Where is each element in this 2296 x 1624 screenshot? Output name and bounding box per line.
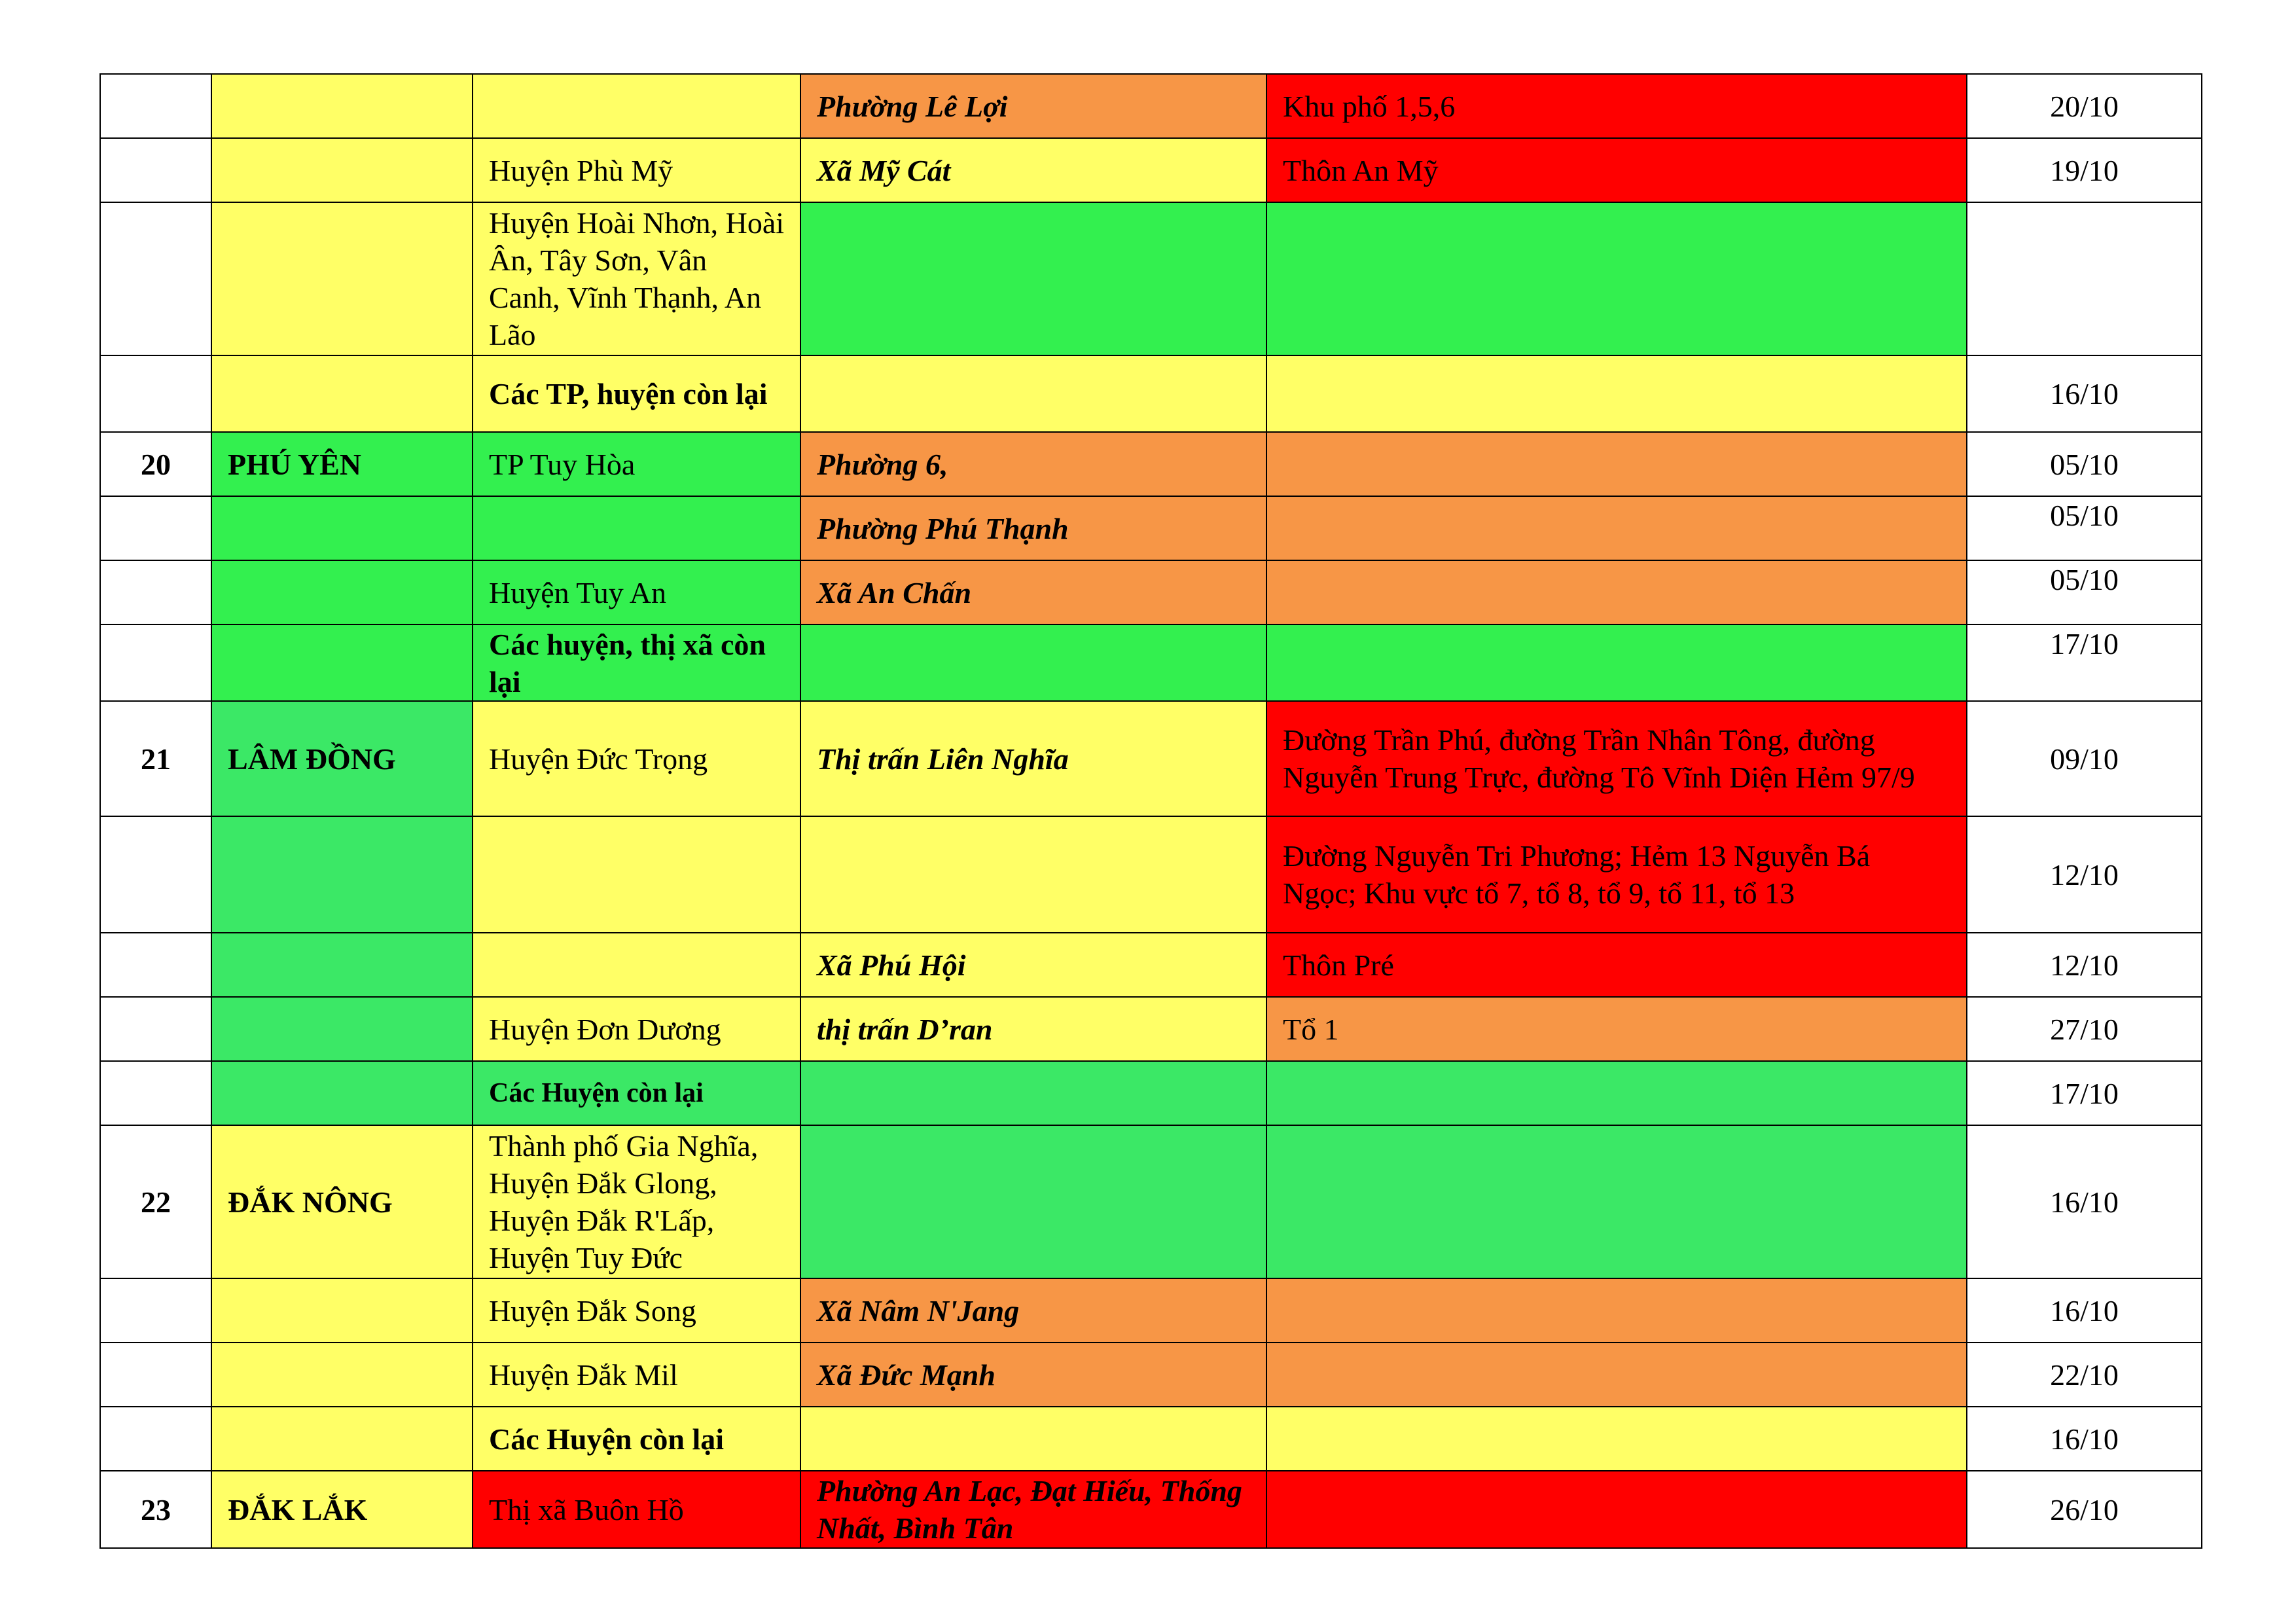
date-cell: 09/10 bbox=[1967, 701, 2202, 816]
row-number bbox=[100, 138, 211, 202]
district-cell: Huyện Đơn Dương bbox=[473, 997, 800, 1061]
date-cell: 27/10 bbox=[1967, 997, 2202, 1061]
district-cell: Huyện Đức Trọng bbox=[473, 701, 800, 816]
district-cell: Huyện Đắk Mil bbox=[473, 1343, 800, 1407]
province-cell bbox=[211, 816, 473, 933]
row-number bbox=[100, 202, 211, 355]
table-row bbox=[100, 1278, 2202, 1343]
area-cell bbox=[1266, 1407, 1967, 1471]
commune-cell: Xã An Chấn bbox=[800, 560, 1266, 624]
province-cell bbox=[211, 997, 473, 1061]
commune-cell: Phường An Lạc, Đạt Hiếu, Thống Nhất, Bình Tân bbox=[800, 1471, 1266, 1548]
district-cell bbox=[473, 933, 800, 997]
date-cell: 17/10 bbox=[1967, 624, 2202, 701]
area-cell: Khu phố 1,5,6 bbox=[1266, 74, 1967, 138]
table-row bbox=[100, 496, 2202, 560]
province-cell: ĐẮK LẮK bbox=[211, 1471, 473, 1548]
table-row bbox=[100, 74, 2202, 138]
commune-cell: Xã Mỹ Cát bbox=[800, 138, 1266, 202]
date-cell: 16/10 bbox=[1967, 355, 2202, 432]
district-cell: TP Tuy Hòa bbox=[473, 432, 800, 496]
table-row bbox=[100, 701, 2202, 816]
row-number bbox=[100, 560, 211, 624]
row-number bbox=[100, 1061, 211, 1125]
date-cell: 12/10 bbox=[1967, 933, 2202, 997]
row-number bbox=[100, 496, 211, 560]
district-cell bbox=[473, 74, 800, 138]
row-number bbox=[100, 355, 211, 432]
row-number bbox=[100, 933, 211, 997]
district-cell: Huyện Đắk Song bbox=[473, 1278, 800, 1343]
date-cell: 22/10 bbox=[1967, 1343, 2202, 1407]
commune-cell bbox=[800, 1407, 1266, 1471]
table-row bbox=[100, 624, 2202, 701]
district-cell: Huyện Hoài Nhơn, Hoài Ân, Tây Sơn, Vân Canh, Vĩnh Thạnh, An Lão bbox=[473, 202, 800, 355]
row-number: 21 bbox=[100, 701, 211, 816]
area-cell: Đường Trần Phú, đường Trần Nhân Tông, đường Nguyễn Trung Trực, đường Tô Vĩnh Diện Hẻm 97/9 bbox=[1266, 701, 1967, 816]
date-cell: 05/10 bbox=[1967, 432, 2202, 496]
row-number bbox=[100, 1278, 211, 1343]
table-row bbox=[100, 1343, 2202, 1407]
date-cell: 16/10 bbox=[1967, 1125, 2202, 1278]
table-row bbox=[100, 138, 2202, 202]
zone-status-table bbox=[99, 73, 2202, 1549]
commune-cell: Xã Nâm N'Jang bbox=[800, 1278, 1266, 1343]
district-cell: Các Huyện còn lại bbox=[473, 1407, 800, 1471]
row-number: 20 bbox=[100, 432, 211, 496]
date-cell: 26/10 bbox=[1967, 1471, 2202, 1548]
area-cell bbox=[1266, 355, 1967, 432]
row-number bbox=[100, 624, 211, 701]
district-cell: Các TP, huyện còn lại bbox=[473, 355, 800, 432]
province-cell bbox=[211, 1407, 473, 1471]
row-number bbox=[100, 1407, 211, 1471]
province-cell bbox=[211, 496, 473, 560]
area-cell bbox=[1266, 1278, 1967, 1343]
province-cell: LÂM ĐỒNG bbox=[211, 701, 473, 816]
area-cell bbox=[1266, 1125, 1967, 1278]
province-cell bbox=[211, 74, 473, 138]
area-cell bbox=[1266, 432, 1967, 496]
province-cell bbox=[211, 138, 473, 202]
district-cell: Huyện Phù Mỹ bbox=[473, 138, 800, 202]
area-cell bbox=[1266, 624, 1967, 701]
province-cell bbox=[211, 933, 473, 997]
table-row bbox=[100, 1471, 2202, 1548]
province-cell: ĐẮK NÔNG bbox=[211, 1125, 473, 1278]
date-cell: 16/10 bbox=[1967, 1407, 2202, 1471]
area-cell bbox=[1266, 202, 1967, 355]
commune-cell: Xã Đức Mạnh bbox=[800, 1343, 1266, 1407]
commune-cell: Phường 6, bbox=[800, 432, 1266, 496]
area-cell bbox=[1266, 560, 1967, 624]
province-cell bbox=[211, 560, 473, 624]
row-number bbox=[100, 74, 211, 138]
date-cell: 19/10 bbox=[1967, 138, 2202, 202]
province-cell bbox=[211, 1278, 473, 1343]
area-cell: Thôn Pré bbox=[1266, 933, 1967, 997]
table-row bbox=[100, 933, 2202, 997]
commune-cell bbox=[800, 624, 1266, 701]
commune-cell bbox=[800, 1125, 1266, 1278]
commune-cell: Xã Phú Hội bbox=[800, 933, 1266, 997]
area-cell bbox=[1266, 1471, 1967, 1548]
province-cell: PHÚ YÊN bbox=[211, 432, 473, 496]
district-cell bbox=[473, 816, 800, 933]
area-cell bbox=[1266, 1343, 1967, 1407]
row-number: 22 bbox=[100, 1125, 211, 1278]
commune-cell bbox=[800, 816, 1266, 933]
area-cell: Đường Nguyễn Tri Phương; Hẻm 13 Nguyễn Bá Ngọc; Khu vực tổ 7, tổ 8, tổ 9, tổ 11, tổ 13 bbox=[1266, 816, 1967, 933]
row-number: 23 bbox=[100, 1471, 211, 1548]
table-row bbox=[100, 816, 2202, 933]
commune-cell bbox=[800, 1061, 1266, 1125]
district-cell: Các Huyện còn lại bbox=[473, 1061, 800, 1125]
date-cell bbox=[1967, 202, 2202, 355]
district-cell bbox=[473, 496, 800, 560]
row-number bbox=[100, 997, 211, 1061]
commune-cell bbox=[800, 202, 1266, 355]
district-cell: Thị xã Buôn Hồ bbox=[473, 1471, 800, 1548]
area-cell bbox=[1266, 496, 1967, 560]
district-cell: Các huyện, thị xã còn lại bbox=[473, 624, 800, 701]
commune-cell: Phường Phú Thạnh bbox=[800, 496, 1266, 560]
table-row bbox=[100, 1407, 2202, 1471]
commune-cell: Thị trấn Liên Nghĩa bbox=[800, 701, 1266, 816]
province-cell bbox=[211, 1061, 473, 1125]
date-cell: 05/10 bbox=[1967, 496, 2202, 560]
commune-cell: Phường Lê Lợi bbox=[800, 74, 1266, 138]
area-cell: Thôn An Mỹ bbox=[1266, 138, 1967, 202]
date-cell: 20/10 bbox=[1967, 74, 2202, 138]
province-cell bbox=[211, 624, 473, 701]
row-number bbox=[100, 816, 211, 933]
row-number bbox=[100, 1343, 211, 1407]
date-cell: 16/10 bbox=[1967, 1278, 2202, 1343]
province-cell bbox=[211, 1343, 473, 1407]
date-cell: 12/10 bbox=[1967, 816, 2202, 933]
table-row bbox=[100, 202, 2202, 355]
province-cell bbox=[211, 355, 473, 432]
province-cell bbox=[211, 202, 473, 355]
table-row bbox=[100, 997, 2202, 1061]
commune-cell bbox=[800, 355, 1266, 432]
table-row bbox=[100, 432, 2202, 496]
date-cell: 17/10 bbox=[1967, 1061, 2202, 1125]
table-row bbox=[100, 1125, 2202, 1278]
district-cell: Thành phố Gia Nghĩa, Huyện Đắk Glong, Huyện Đắk R'Lấp, Huyện Tuy Đức bbox=[473, 1125, 800, 1278]
date-cell: 05/10 bbox=[1967, 560, 2202, 624]
area-cell bbox=[1266, 1061, 1967, 1125]
table-row bbox=[100, 355, 2202, 432]
area-cell: Tổ 1 bbox=[1266, 997, 1967, 1061]
table-row bbox=[100, 1061, 2202, 1125]
district-cell: Huyện Tuy An bbox=[473, 560, 800, 624]
commune-cell: thị trấn D’ran bbox=[800, 997, 1266, 1061]
table-row bbox=[100, 560, 2202, 624]
